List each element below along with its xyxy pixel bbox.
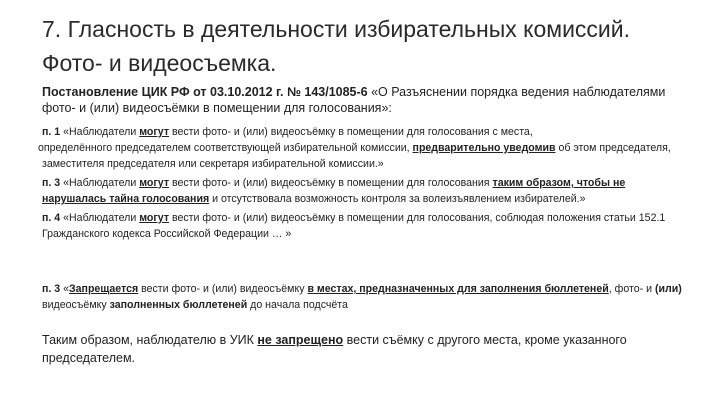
item-p1-text-3: определённого председателем соответствующей избирательной комиссии,: [38, 142, 413, 154]
item-p1-text-2: вести фото- и (или) видеосъёмку в помещении для голосования с места,: [169, 126, 533, 138]
item-p4-text-2: вести фото- и (или) видеосъёмку в помещении для голосования, соблюдая положения статьи 152.1 Гражданского кодекса Российской Федерации … »: [42, 212, 666, 240]
item-p1-number: п. 1: [42, 126, 61, 138]
conclusion-text-2: вести съёмку с другого места, кроме указанного председателем.: [42, 333, 627, 365]
item-p3b-text-1: «: [60, 283, 70, 295]
item-p3-text-1: «Наблюдатели: [60, 177, 140, 189]
item-p4-text-1: «Наблюдатели: [60, 212, 140, 224]
item-p3-text-2: вести фото- и (или) видеосъёмку в помещении для голосования: [169, 177, 493, 189]
conclusion-text-1: Таким образом, наблюдателю в УИК: [42, 333, 258, 347]
slide-title: [42, 12, 702, 80]
item-p3-prohibition: [42, 282, 682, 313]
decree-number: Постановление ЦИК РФ от 03.10.2012 г. № 143/1085-6: [42, 85, 368, 99]
item-p3-text-3: и отсутствовала возможность контроля за волеизъявлением избирателей.»: [209, 193, 586, 205]
decree-reference: [42, 84, 682, 116]
title-line-1: 7. Гласность в деятельности избирательных комиссий.: [42, 16, 631, 42]
item-p3: [42, 175, 682, 207]
item-p3b-bold-2: заполненных бюллетеней: [109, 298, 248, 311]
decree-items: [38, 124, 682, 245]
item-p1-emphasis-2: предварительно уведомив: [412, 142, 556, 154]
item-p3b-text-4: видеосъёмку: [42, 298, 110, 311]
item-p3-number: п. 3: [42, 177, 61, 189]
item-p3b-text-3: , фото- и: [608, 283, 655, 295]
item-p1-text-4: об этом председателя, заместителя председателя или секретаря избирательной комиссии.»: [42, 142, 671, 170]
item-p3b-text-2: вести фото- и (или) видеосъёмку: [138, 283, 308, 295]
item-p1-text-1: «Наблюдатели: [60, 126, 140, 138]
item-p3b-emphasis-2: в местах, предназначенных для заполнения бюллетеней: [307, 283, 609, 295]
item-p3b-text-5: до начала подсчёта: [247, 298, 348, 311]
item-p3b-number: п. 3: [42, 283, 61, 295]
title-line-2: Фото- и видеосъемка.: [42, 50, 277, 76]
item-p3-emphasis-2: таким образом, чтобы не нарушалась тайна голосования: [42, 177, 626, 205]
conclusion: [42, 331, 662, 367]
item-p3-emphasis-1: могут: [139, 177, 170, 189]
decree-name: «О Разъяснении порядка ведения наблюдателями фото- и (или) видеосъёмки в помещении для голосования»:: [42, 85, 666, 115]
conclusion-emphasis: не запрещено: [257, 333, 344, 347]
item-p1: [38, 124, 682, 172]
item-p3b-bold-1: (или): [654, 283, 682, 295]
item-p4-emphasis-1: могут: [139, 212, 170, 224]
item-p1-emphasis-1: могут: [139, 126, 170, 138]
item-p4-number: п. 4: [42, 212, 61, 224]
item-p4: [42, 210, 682, 242]
item-p3b-emphasis-1: Запрещается: [69, 283, 139, 295]
